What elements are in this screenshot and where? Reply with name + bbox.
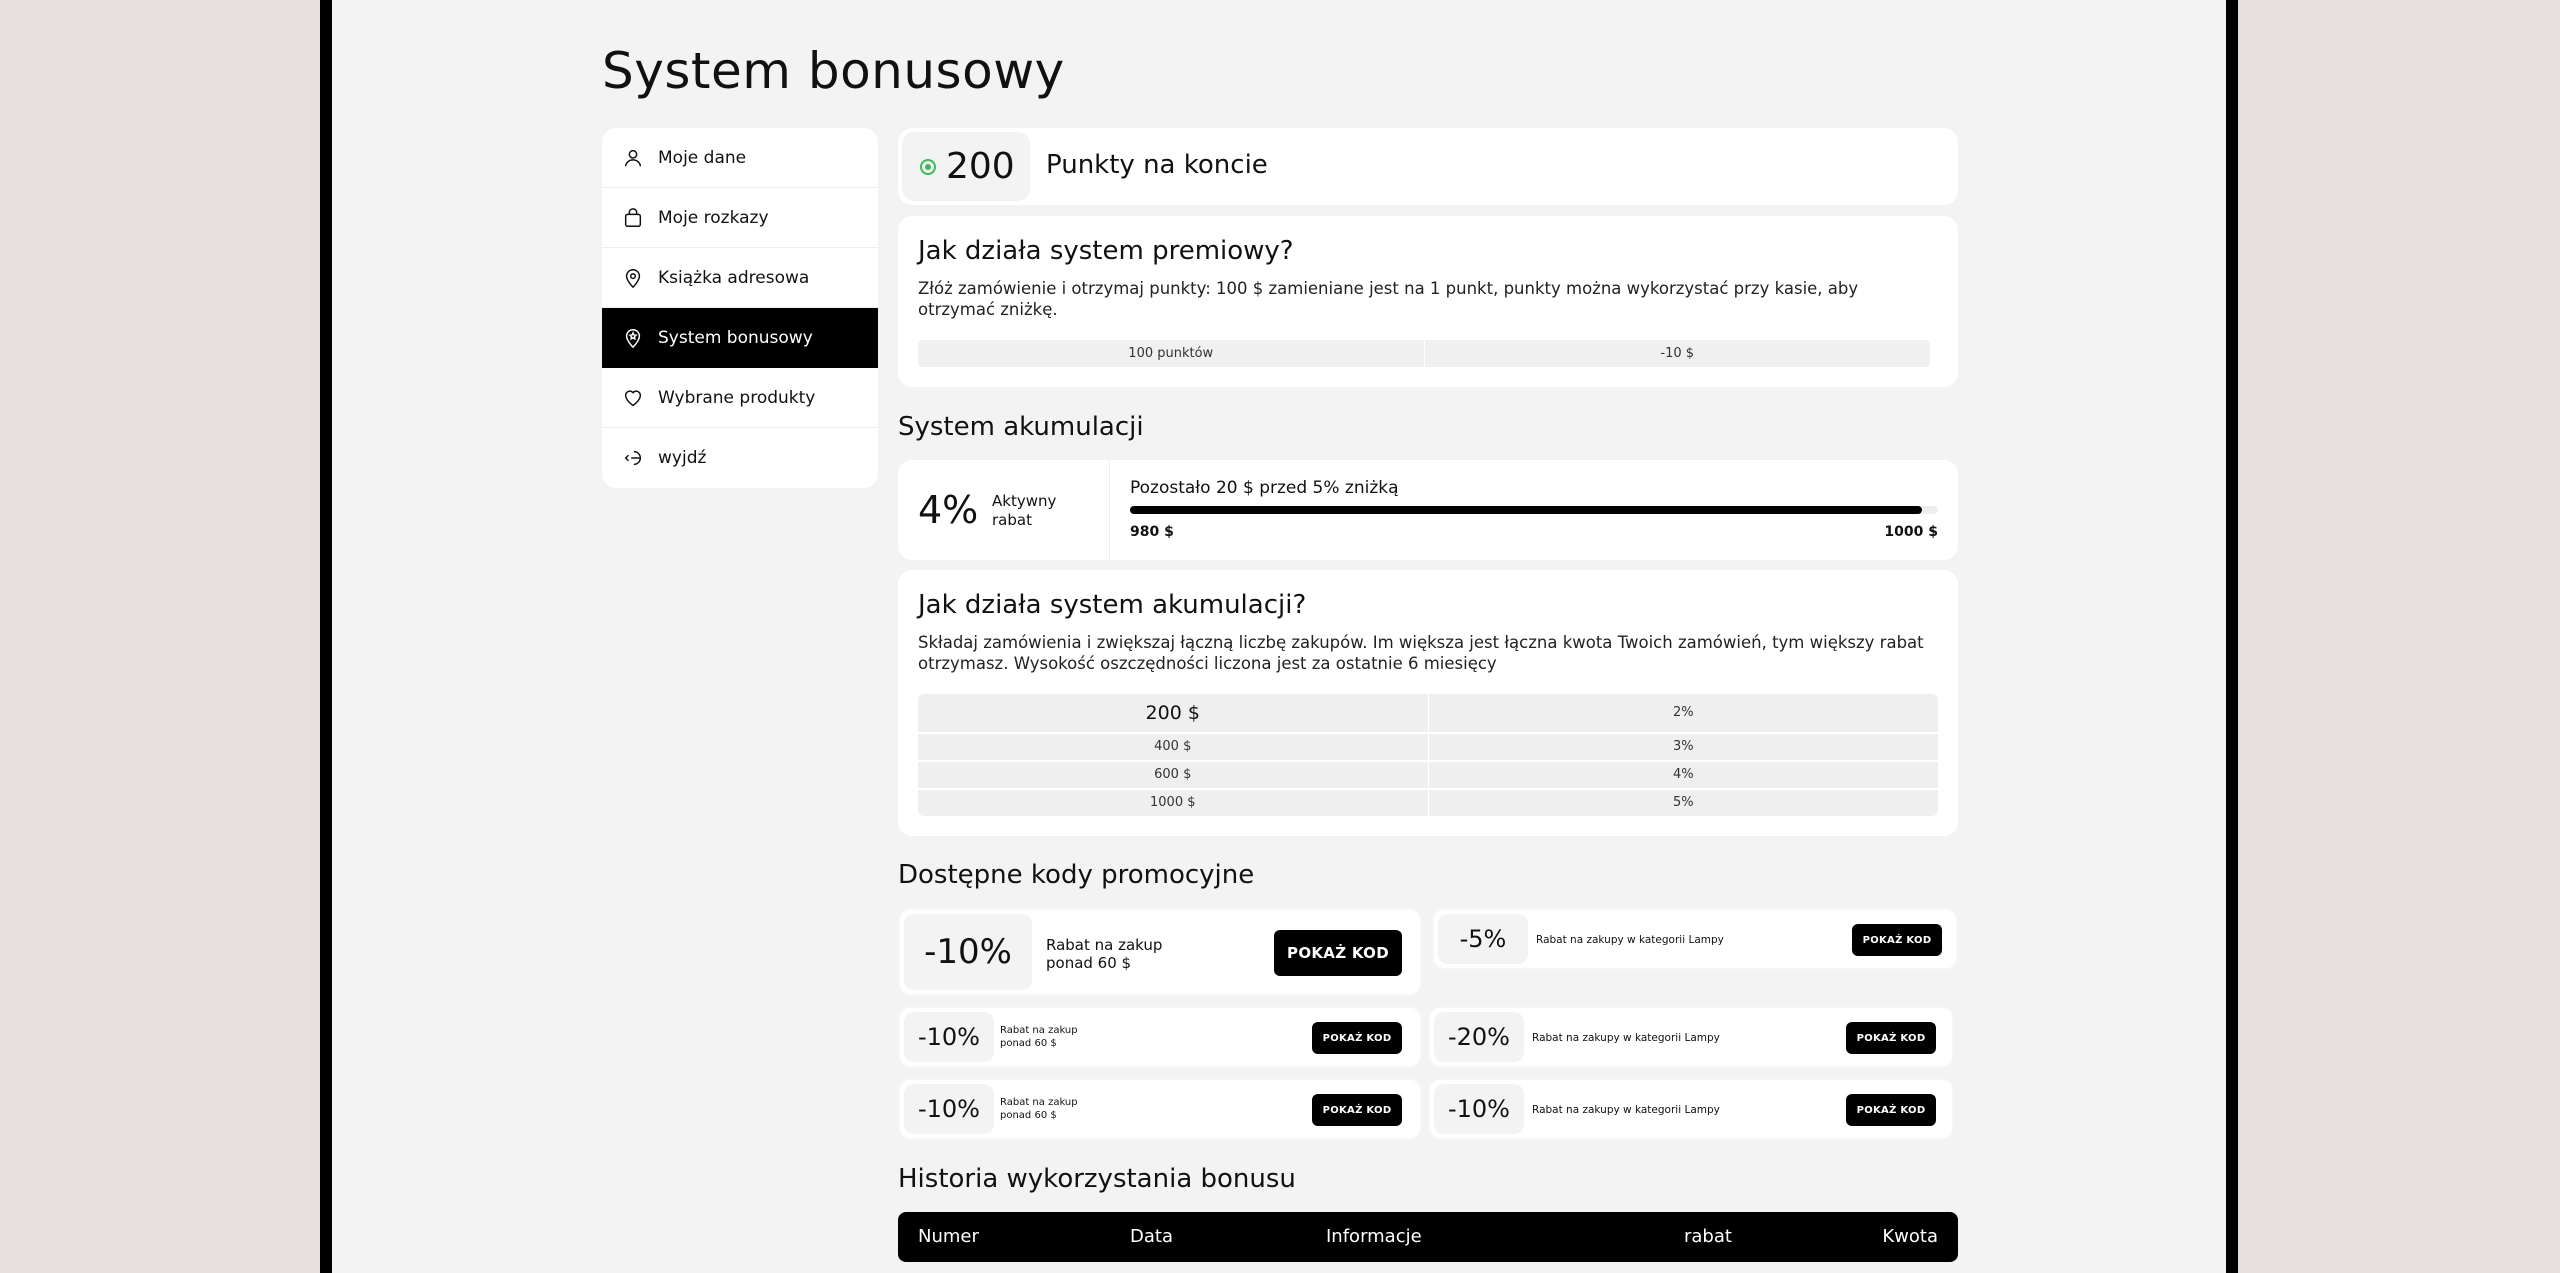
logout-icon [622, 447, 644, 469]
premium-discount-cell: -10 $ [1424, 340, 1931, 367]
table-row [918, 760, 1938, 788]
page [332, 0, 2226, 1273]
progress-bar-fill [1130, 506, 1922, 514]
sidebar-item-label: Moje rozkazy [658, 207, 769, 228]
accumulation-progress [1130, 460, 1938, 560]
active-discount-value: 4% [918, 488, 979, 532]
accumulation-section-title: System akumulacji [898, 412, 1144, 442]
accumulation-table [918, 694, 1938, 816]
table-cell-amount: 400 $ [1154, 739, 1192, 754]
promo-percent: -10% [904, 1012, 994, 1062]
show-code-button[interactable]: POKAŻ KOD [1852, 924, 1942, 956]
accumulation-info-card [898, 570, 1958, 836]
column-header-info: Informacje [1326, 1226, 1422, 1247]
show-code-button[interactable]: POKAŻ KOD [1846, 1094, 1936, 1126]
promo-description: Rabat na zakup ponad 60 $ [1000, 1025, 1078, 1049]
table-row [918, 788, 1938, 816]
table-cell-discount: 2% [1428, 694, 1939, 732]
table-row [918, 694, 1938, 732]
promo-code-card [898, 1006, 1422, 1068]
sidebar-item-wyjdz[interactable] [602, 428, 878, 488]
sidebar-item-moje-rozkazy[interactable] [602, 188, 878, 248]
progress-min-label: 980 $ [1130, 524, 1174, 540]
active-discount-label: Aktywny rabat [992, 492, 1057, 529]
promo-percent: -10% [904, 1084, 994, 1134]
promo-code-card [1432, 908, 1958, 970]
table-cell-amount: 1000 $ [1150, 795, 1196, 810]
points-label: Punkty na koncie [1046, 150, 1268, 180]
show-code-button[interactable]: POKAŻ KOD [1312, 1094, 1402, 1126]
promo-code-card [898, 908, 1422, 996]
column-header-number: Numer [918, 1226, 979, 1247]
promo-description: Rabat na zakup ponad 60 $ [1000, 1097, 1078, 1121]
promo-percent: -5% [1438, 914, 1528, 964]
account-sidebar [602, 128, 878, 488]
premium-info-card [898, 216, 1958, 387]
column-header-amount: Kwota [1882, 1226, 1938, 1247]
frame-right [2226, 0, 2238, 1273]
points-value: 200 [946, 146, 1015, 187]
points-value-box [902, 132, 1030, 201]
promo-description: Rabat na zakupy w kategorii Lampy [1536, 934, 1724, 946]
promo-section-title: Dostępne kody promocyjne [898, 860, 1255, 890]
promo-code-card [1428, 1006, 1954, 1068]
promo-description: Rabat na zakup ponad 60 $ [1046, 936, 1163, 972]
sidebar-item-label: wyjdź [658, 448, 707, 468]
premium-points-table [918, 340, 1930, 367]
progress-bar [1130, 506, 1938, 514]
promo-description: Rabat na zakupy w kategorii Lampy [1532, 1104, 1720, 1116]
history-section-title: Historia wykorzystania bonusu [898, 1164, 1296, 1194]
promo-percent: -10% [1434, 1084, 1524, 1134]
premium-info-title: Jak działa system premiowy? [918, 236, 1294, 266]
points-card [898, 128, 1958, 205]
sidebar-item-label: Wybrane produkty [658, 387, 816, 408]
table-cell-discount: 5% [1428, 790, 1939, 816]
heart-icon [622, 387, 644, 409]
accumulation-info-description: Składaj zamówienia i zwiększaj łączną liczbę zakupów. Im większa jest łączna kwota Twoich zamówień, tym większy rabat otrzymasz. Wysokość oszczędności liczona jest za ostatnie 6 miesięcy [918, 633, 1924, 673]
table-cell-discount: 3% [1428, 734, 1939, 760]
user-icon [622, 147, 644, 169]
show-code-button[interactable]: POKAŻ KOD [1274, 930, 1402, 976]
accumulation-info-title: Jak działa system akumulacji? [918, 590, 1307, 620]
sidebar-item-label: Moje dane [658, 147, 747, 168]
promo-description: Rabat na zakupy w kategorii Lampy [1532, 1032, 1720, 1044]
column-header-discount: rabat [1684, 1226, 1732, 1247]
accumulation-message: Pozostało 20 $ przed 5% zniżką [1130, 478, 1399, 498]
frame-left [320, 0, 332, 1273]
table-cell-amount: 200 $ [1145, 702, 1200, 724]
status-dot-icon [920, 159, 936, 175]
show-code-button[interactable]: POKAŻ KOD [1312, 1022, 1402, 1054]
promo-percent: -10% [904, 914, 1032, 990]
page-title: System bonusowy [602, 42, 1065, 100]
table-row [918, 732, 1938, 760]
table-cell-discount: 4% [1428, 762, 1939, 788]
history-table-header [898, 1212, 1958, 1262]
active-discount [898, 460, 1110, 560]
promo-code-card [898, 1078, 1422, 1140]
show-code-button[interactable]: POKAŻ KOD [1846, 1022, 1936, 1054]
sidebar-item-label: Książka adresowa [658, 267, 810, 288]
bag-icon [622, 207, 644, 229]
promo-code-card [1428, 1078, 1954, 1140]
sidebar-item-label: System bonusowy [658, 327, 813, 348]
premium-info-description: Złóż zamówienie i otrzymaj punkty: 100 $ zamieniane jest na 1 punkt, punkty można wykorzystać przy kasie, aby otrzymać zniżkę. [918, 279, 1859, 319]
sidebar-item-moje-dane[interactable] [602, 128, 878, 188]
premium-points-cell: 100 punktów [1128, 346, 1214, 361]
accumulation-card [898, 460, 1958, 560]
table-cell-amount: 600 $ [1154, 767, 1192, 782]
column-header-date: Data [1130, 1226, 1173, 1247]
bonus-pin-icon [622, 327, 644, 349]
sidebar-item-system-bonusowy[interactable] [602, 308, 878, 368]
location-pin-icon [622, 267, 644, 289]
sidebar-item-ksiazka-adresowa[interactable] [602, 248, 878, 308]
promo-percent: -20% [1434, 1012, 1524, 1062]
sidebar-item-wybrane-produkty[interactable] [602, 368, 878, 428]
progress-max-label: 1000 $ [1884, 524, 1938, 540]
